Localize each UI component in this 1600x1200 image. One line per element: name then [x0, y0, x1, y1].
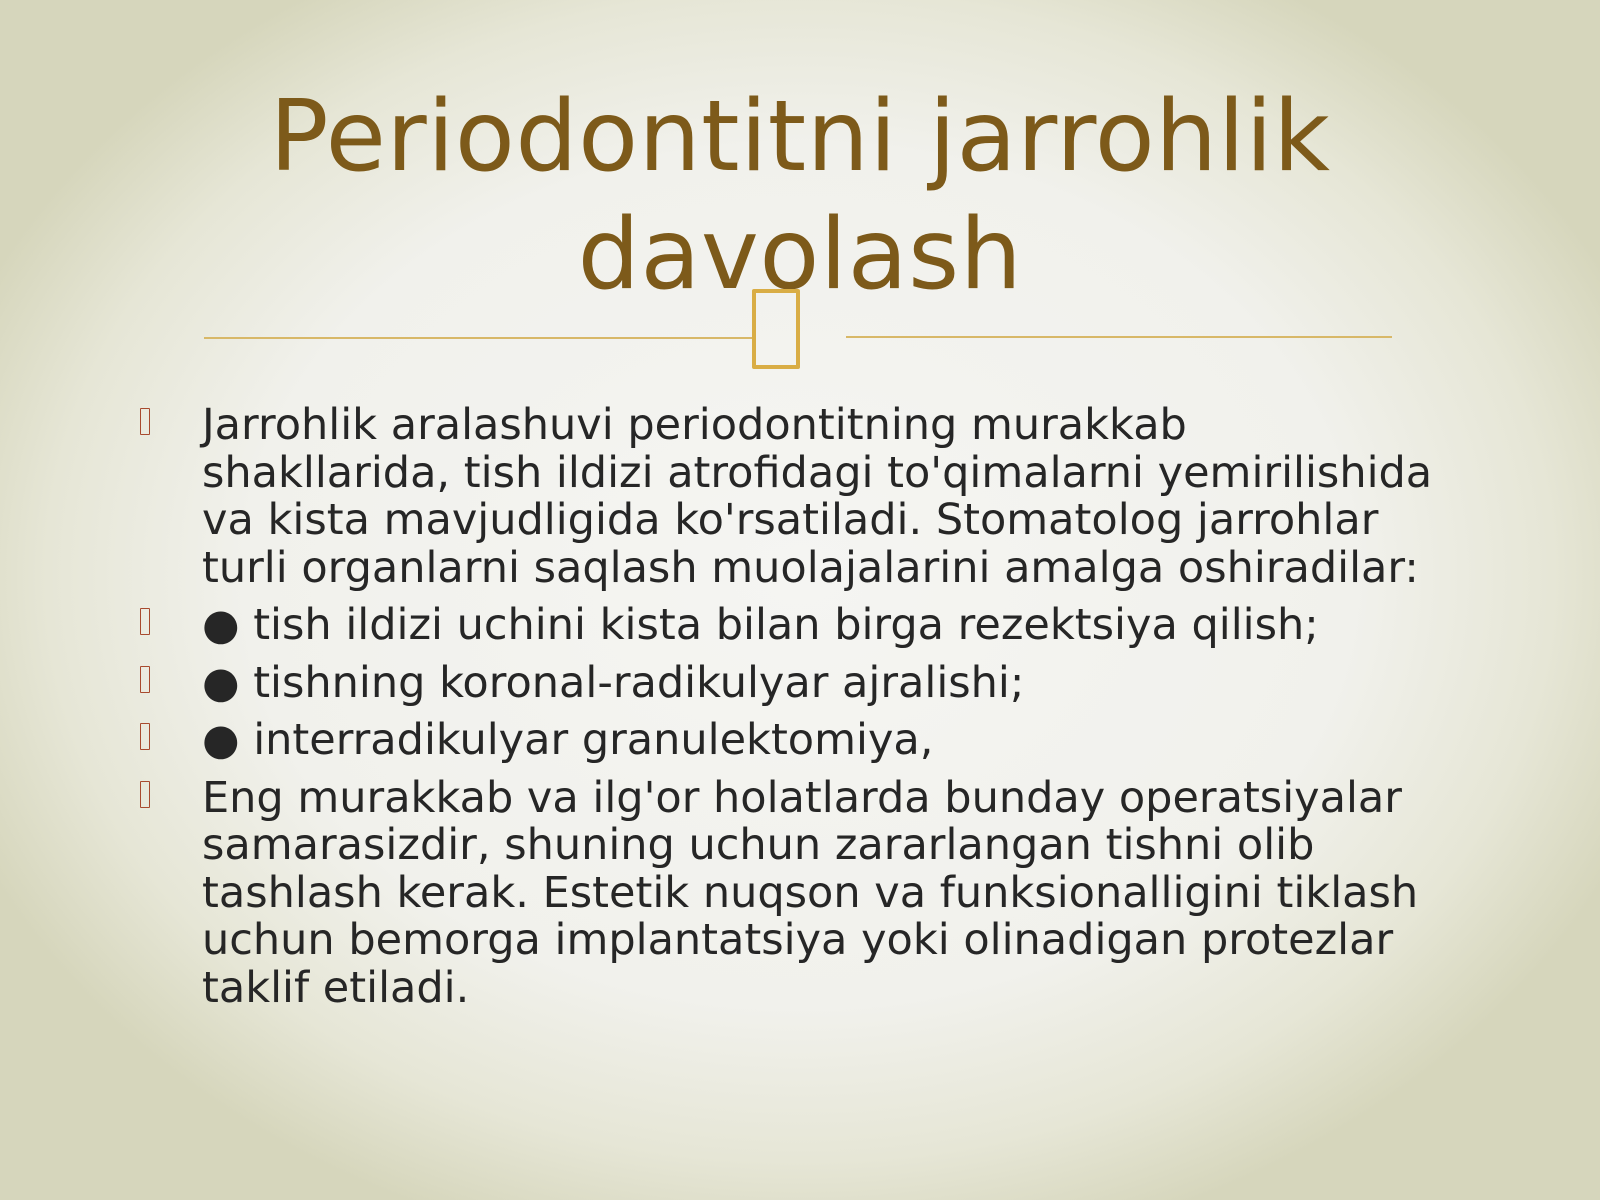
- bullet-marker-icon: [140, 781, 150, 808]
- slide-title-line-1: Periodontitni jarrohlik: [269, 80, 1331, 194]
- bullet-item: [138, 657, 1438, 708]
- bullet-item: [138, 402, 1438, 592]
- slide-title: [180, 78, 1420, 314]
- bullet-item: [138, 772, 1438, 1013]
- bullet-marker-icon: [140, 666, 150, 693]
- bullet-text: ● tish ildizi uchini kista bilan birga rezektsiya qilish;: [202, 600, 1319, 650]
- divider-ornament-icon: [752, 289, 800, 369]
- bullet-marker-icon: [140, 723, 150, 750]
- bullet-text: Jarrohlik aralashuvi periodontitning murakkab shakllarida, tish ildizi atrofidagi to'qimalarni yemirilishida va kista mavjudligida ko'rsatiladi. Stomatolog jarrohlar turli organlarni saqlash muolajalarini amalga oshiradilar:: [202, 400, 1433, 593]
- bullet-text: Eng murakkab va ilg'or holatlarda bunday operatsiyalar samarasizdir, shuning uchun zararlangan tishni olib tashlash kerak. Estetik nuqson va funksionalligini tiklash uchun bemorga implantatsiya yoki olinadigan protezlar taklif etiladi.: [202, 772, 1419, 1013]
- slide-body: [138, 402, 1438, 1022]
- bullet-marker-icon: [140, 408, 150, 435]
- title-divider-left: [204, 337, 756, 339]
- bullet-marker-icon: [140, 608, 150, 635]
- bullet-text: ● interradikulyar granulektomiya,: [202, 715, 934, 765]
- title-divider-right: [846, 336, 1392, 338]
- bullet-text: ● tishning koronal-radikulyar ajralishi;: [202, 657, 1025, 708]
- bullet-item: [138, 602, 1438, 650]
- bullet-item: [138, 717, 1438, 765]
- slide-title-line-2: davolash: [577, 198, 1023, 312]
